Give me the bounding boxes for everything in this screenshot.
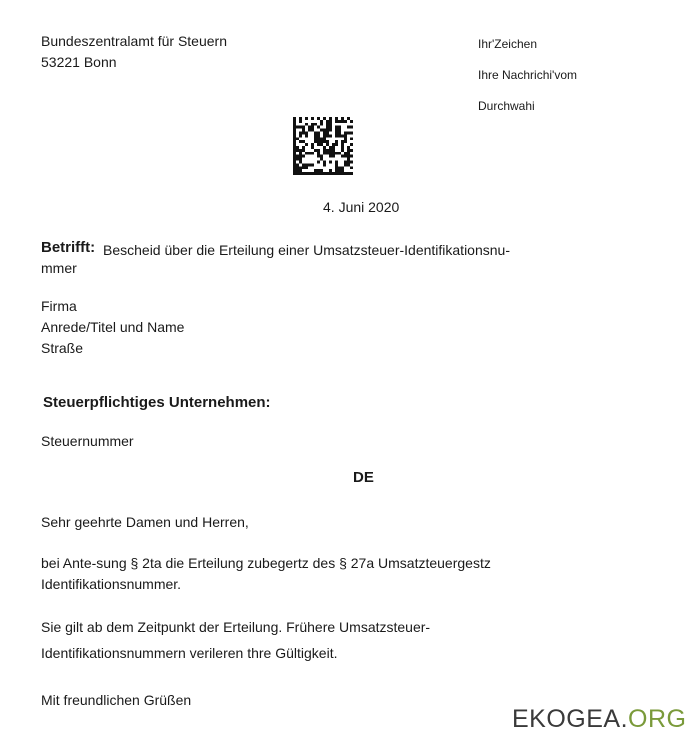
watermark-tld-text: ORG xyxy=(628,705,687,733)
watermark-main-text: EKOGEA. xyxy=(512,705,629,733)
section-heading: Steuerpflichtiges Unternehmen: xyxy=(43,394,271,411)
subject-text-line1: Bescheid über die Erteilung einer Umsatzsteuer-Identifikationsnu- xyxy=(103,242,510,258)
datamatrix-code xyxy=(293,117,353,175)
reference-ihre-nachricht: Ihre Nachrichi'vom xyxy=(478,68,577,82)
body-paragraph2-line2: Identifikationsnummern verileren thre Gültigkeit. xyxy=(41,645,338,661)
body-paragraph1-line1: bei Ante-sung § 2ta die Erteilung zubegertz des § 27a Umsatzteuergestz xyxy=(41,555,491,571)
closing: Mit freundlichen Grüßen xyxy=(41,692,192,708)
subject-label: Betrifft: xyxy=(41,239,96,256)
recipient-firma: Firma xyxy=(41,298,77,314)
reference-ihr-zeichen: Ihr'Zeichen xyxy=(478,37,537,51)
body-paragraph2-line1: Sie gilt ab dem Zeitpunkt der Erteilung. Frühere Umsatzsteuer- xyxy=(41,619,431,635)
vat-id-prefix: DE xyxy=(353,469,374,486)
subject-text-line2: mmer xyxy=(41,260,77,276)
recipient-strasse: Straße xyxy=(41,340,84,356)
salutation: Sehr geehrte Damen und Herren, xyxy=(41,514,249,530)
watermark-logo xyxy=(512,703,687,735)
sender-name: Bundeszentralamt für Steuern xyxy=(41,33,227,49)
recipient-anrede: Anrede/Titel und Name xyxy=(41,319,185,335)
tax-number-label: Steuernummer xyxy=(41,433,134,449)
body-paragraph1-line2: Identifikationsnummer. xyxy=(41,576,182,592)
sender-city: 53221 Bonn xyxy=(41,54,117,70)
reference-durchwahl: Durchwahi xyxy=(478,99,535,113)
letter-date: 4. Juni 2020 xyxy=(323,199,400,215)
